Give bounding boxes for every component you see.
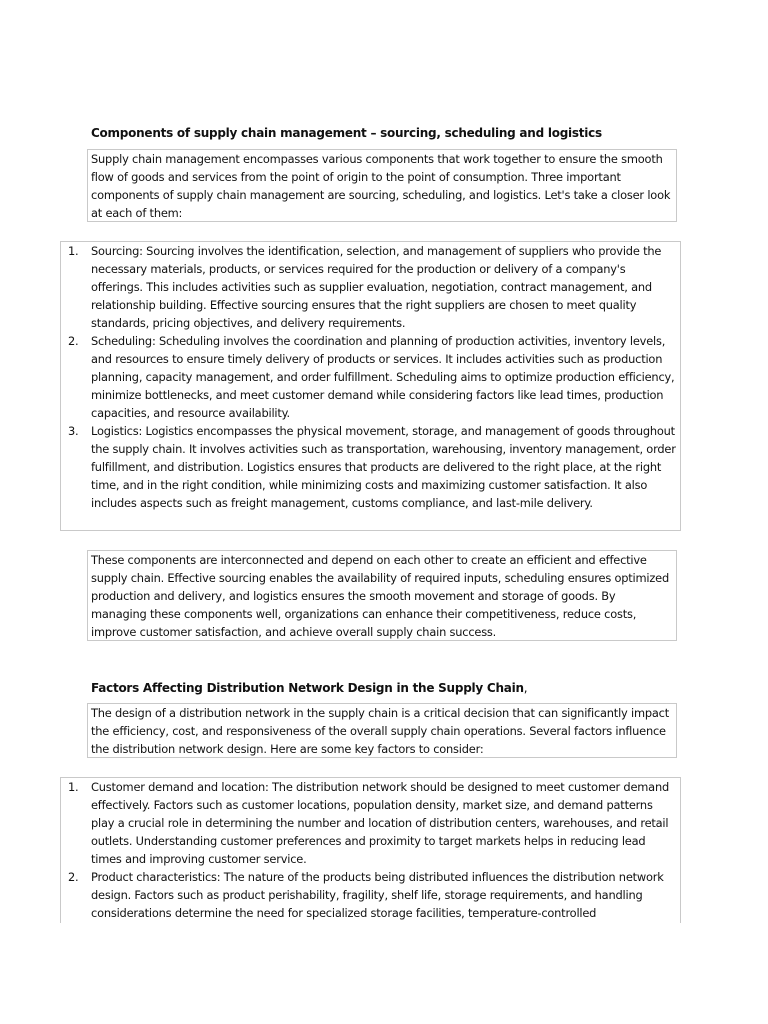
list-number: 3. <box>68 424 79 438</box>
list-item-text: Scheduling: Scheduling involves the coordination and planning of production activities, inventory levels, and resources to ensure timely delivery of products or services. It includes activities such as production planning, capacity management, and order fulfillment. Scheduling aims to optimize production efficiency, minimize bottlenecks, and meet customer demand while considering factors like lead times, production capacities, and resource availability. <box>91 334 675 420</box>
list-item-scheduling <box>61 332 680 422</box>
heading-text: Factors Affecting Distribution Network Design in the Supply Chain <box>91 681 524 695</box>
factors-list-box <box>60 777 681 923</box>
list-number: 2. <box>68 334 79 348</box>
list-item-text: Customer demand and location: The distribution network should be designed to meet customer demand effectively. Factors such as customer locations, population density, market size, and demand patterns play a crucial role in determining the number and location of distribution centers, warehouses, and retail outlets. Understanding customer preferences and proximity to target markets helps in reducing lead times and improving customer service. <box>91 780 669 866</box>
components-list <box>61 242 680 512</box>
factors-list <box>61 778 680 922</box>
list-number: 2. <box>68 870 79 884</box>
intro-paragraph-box <box>87 149 677 222</box>
components-list-box <box>60 241 681 531</box>
list-number: 1. <box>68 244 79 258</box>
conclusion-paragraph: These components are interconnected and depend on each other to create an efficient and effective supply chain. Effective sourcing enables the availability of required inputs, scheduling ensures optimized production and delivery, and logistics ensures the smooth movement and storage of goods. By managing these components well, organizations can enhance their competitiveness, reduce costs, improve customer satisfaction, and achieve overall supply chain success. <box>91 553 669 639</box>
distribution-intro-paragraph-box <box>87 703 677 758</box>
list-item-sourcing <box>61 242 680 332</box>
list-number: 1. <box>68 780 79 794</box>
distribution-intro-paragraph: The design of a distribution network in the supply chain is a critical decision that can significantly impact the efficiency, cost, and responsiveness of the overall supply chain operations. Several factors influence the distribution network design. Here are some key factors to consider: <box>91 706 669 756</box>
section-heading-distribution-network <box>91 679 527 697</box>
list-item-text: Product characteristics: The nature of the products being distributed influences the distribution network design. Factors such as product perishability, fragility, shelf life, storage requirements, and handling considerations determine the need for specialized storage facilities, temperature-controlled <box>91 870 664 920</box>
list-item-text: Logistics: Logistics encompasses the physical movement, storage, and management of goods throughout the supply chain. It involves activities such as transportation, warehousing, inventory management, order fulfillment, and distribution. Logistics ensures that products are delivered to the right place, at the right time, and in the right condition, while minimizing costs and maximizing customer satisfaction. It also includes aspects such as freight management, customs compliance, and last-mile delivery. <box>91 424 676 510</box>
conclusion-paragraph-box <box>87 550 677 641</box>
heading-suffix: , <box>523 681 528 695</box>
list-item-product-characteristics <box>61 868 680 922</box>
section-heading-supply-chain-components: Components of supply chain management – sourcing, scheduling and logistics <box>91 126 602 140</box>
list-item-text: Sourcing: Sourcing involves the identification, selection, and management of suppliers who provide the necessary materials, products, or services required for the production or delivery of a company's offerings. This includes activities such as supplier evaluation, negotiation, contract management, and relationship building. Effective sourcing ensures that the right suppliers are chosen to meet quality standards, pricing objectives, and delivery requirements. <box>91 244 662 330</box>
list-item-logistics <box>61 422 680 512</box>
list-item-customer-demand <box>61 778 680 868</box>
intro-paragraph: Supply chain management encompasses various components that work together to ensure the smooth flow of goods and services from the point of origin to the point of consumption. Three important components of supply chain management are sourcing, scheduling, and logistics. Let's take a closer look at each of them: <box>91 152 671 220</box>
